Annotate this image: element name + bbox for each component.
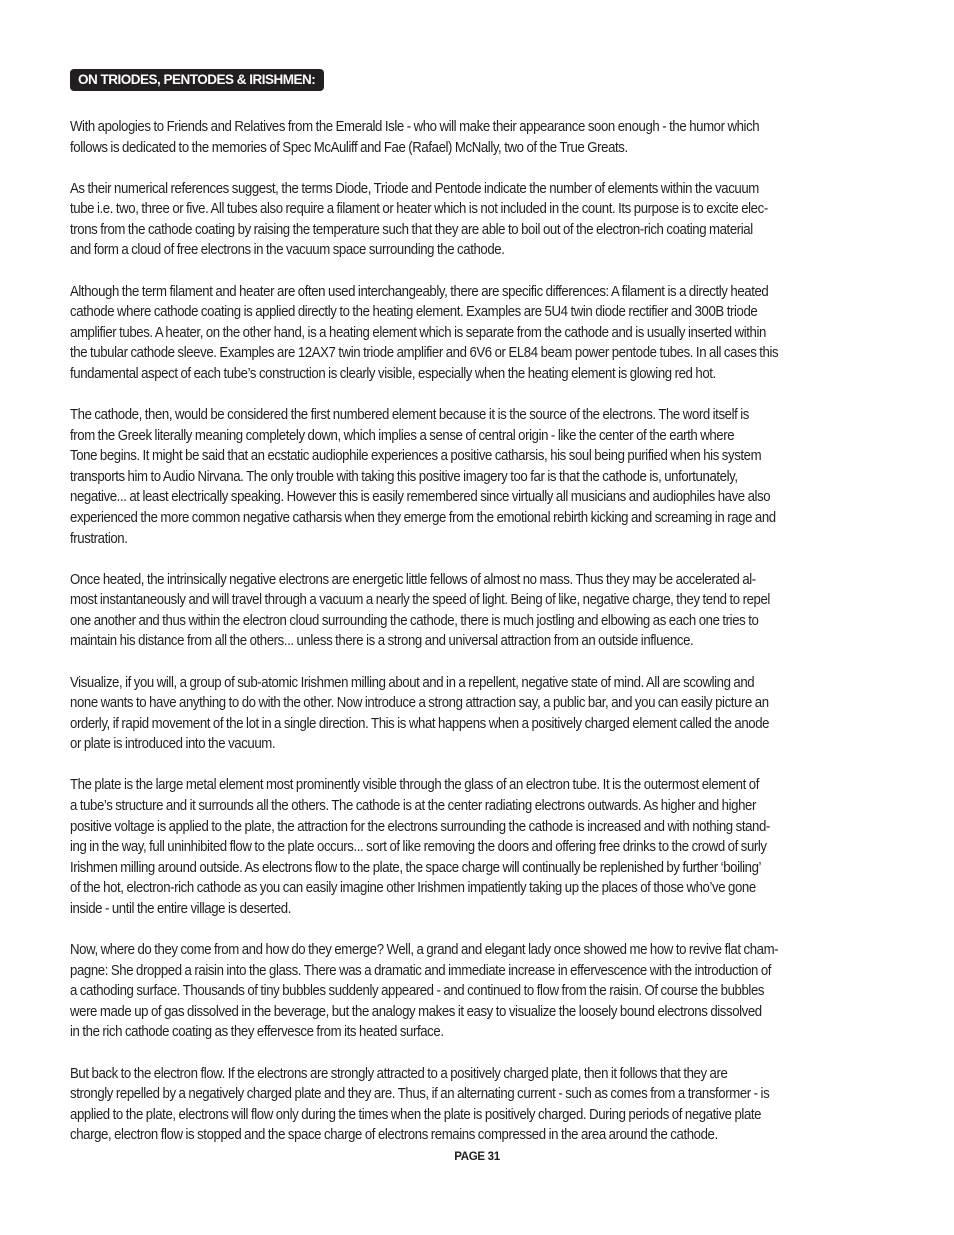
text-line: Tone begins. It might be said that an ecstatic audiophile experiences a positive catharsis, his soul being purified when his system <box>70 448 762 465</box>
section-heading: ON TRIODES, PENTODES & IRISHMEN: <box>70 69 324 91</box>
text-line: pagne: She dropped a raisin into the glass. There was a dramatic and immediate increase in effervescence with the introduction of <box>70 962 772 979</box>
text-line: trons from the cathode coating by raising the temperature such that they are able to boil out of the electron-rich coating material <box>70 221 753 238</box>
paragraph <box>70 117 888 158</box>
text-line: inside - until the entire village is deserted. <box>70 901 292 917</box>
text-line: and form a cloud of free electrons in the vacuum space surrounding the cathode. <box>70 242 505 259</box>
text-line: follows is dedicated to the memories of Spec McAuliff and Fae (Rafael) McNally, two of the True Greats. <box>70 139 628 156</box>
paragraph <box>70 179 888 261</box>
text-line: negative... at least electrically speaking. However this is easily remembered since virtually all musicians and audiophiles have also <box>70 489 771 506</box>
text-line: orderly, if rapid movement of the lot in a single direction. This is what happens when a positively charged element called the anode <box>70 715 770 732</box>
paragraph <box>70 1064 888 1146</box>
text-line: a cathoding surface. Thousands of tiny bubbles suddenly appeared - and continued to flow from the raisin. Of course the bubbles <box>70 983 765 1000</box>
text-line: strongly repelled by a negatively charged plate and they are. Thus, if an alternating current - such as comes from a transformer - is <box>70 1086 770 1103</box>
text-line: positive voltage is applied to the plate, the attraction for the electrons surrounding the cathode is increased and with nothing stand- <box>70 818 770 835</box>
text-line: Irishmen milling around outside. As electrons flow to the plate, the space charge will continually be replenished by further ‘boiling’ <box>70 859 762 876</box>
text-line: most instantaneously and will travel through a vacuum a nearly the speed of light. Being of like, negative charge, they tend to repel <box>70 592 770 609</box>
text-line: maintain his distance from all the others... unless there is a strong and universal attraction from an outside influence. <box>70 633 694 650</box>
text-line: frustration. <box>70 530 128 547</box>
text-line: cathode where cathode coating is applied directly to the heating element. Examples are 5U4 twin diode rectifier and 300B triode <box>70 304 758 321</box>
text-line: experienced the more common negative catharsis when they emerge from the emotional rebirth kicking and screaming in rage and <box>70 510 776 526</box>
text-line: in the rich cathode coating as they effervesce from its heated surface. <box>70 1024 444 1041</box>
paragraph <box>70 570 888 652</box>
text-line: With apologies to Friends and Relatives from the Emerald Isle - who will make their appearance soon enough - the humor which <box>70 119 760 135</box>
text-line: Once heated, the intrinsically negative electrons are energetic little fellows of almost no mass. Thus they may be accelerated al- <box>70 571 756 588</box>
paragraph <box>70 940 888 1043</box>
text-line: a tube’s structure and it surrounds all the others. The cathode is at the center radiating electrons outwards. As higher and higher <box>70 798 756 815</box>
paragraph <box>70 775 888 919</box>
text-line: of the hot, electron-rich cathode as you can easily imagine other Irishmen impatiently taking up the places of those who’ve gone <box>70 880 756 897</box>
text-line: Visualize, if you will, a group of sub-atomic Irishmen milling about and in a repellent, negative state of mind. All are scowling and <box>70 674 755 691</box>
text-line: were made up of gas dissolved in the beverage, but the analogy makes it easy to visualize the loosely bound electrons dissolved <box>70 1003 762 1020</box>
text-line: charge, electron flow is stopped and the space charge of electrons remains compressed in the area around the cathode. <box>70 1127 718 1144</box>
text-line: applied to the plate, electrons will flow only during the times when the plate is positively charged. During periods of negative plate <box>70 1106 762 1123</box>
text-line: none wants to have anything to do with the other. Now introduce a strong attraction say, a public bar, and you can easily picture an <box>70 695 769 712</box>
body-text <box>70 117 888 1166</box>
page-number: PAGE 31 <box>454 1151 500 1163</box>
text-line: The plate is the large metal element most prominently visible through the glass of an electron tube. It is the outermost element of <box>70 777 759 794</box>
text-line: But back to the electron flow. If the electrons are strongly attracted to a positively charged plate, then it follows that they are <box>70 1065 728 1082</box>
text-line: fundamental aspect of each tube’s construction is clearly visible, especially when the heating element is glowing red hot. <box>70 365 716 382</box>
paragraph <box>70 282 888 385</box>
text-line: from the Greek literally meaning completely down, which implies a sense of central origin - like the center of the earth where <box>70 427 735 444</box>
text-line: transports him to Audio Nirvana. The only trouble with taking this positive imagery too far is that the cathode is, unfortunately, <box>70 468 738 485</box>
paragraph <box>70 673 888 755</box>
text-line: one another and thus within the electron cloud surrounding the cathode, there is much jostling and elbowing as each one tries to <box>70 612 759 629</box>
text-line: ing in the way, full uninhibited flow to the plate occurs... sort of like removing the doors and offering free drinks to the crowd of surly <box>70 839 767 856</box>
paragraph <box>70 405 888 549</box>
text-line: The cathode, then, would be considered the first numbered element because it is the source of the electrons. The word itself is <box>70 407 750 424</box>
text-line: tube i.e. two, three or five. All tubes also require a filament or heater which is not included in the count. Its purpose is to excite elec- <box>70 201 768 218</box>
text-line: amplifier tubes. A heater, on the other hand, is a heating element which is separate from the cathode and is usually inserted within <box>70 324 766 341</box>
text-line: Although the term filament and heater are often used interchangeably, there are specific differences: A filament is a directly heated <box>70 283 769 300</box>
text-line: or plate is introduced into the vacuum. <box>70 736 276 753</box>
text-line: Now, where do they come from and how do they emerge? Well, a grand and elegant lady once showed me how to revive flat cham- <box>70 942 779 959</box>
text-line: the tubular cathode sleeve. Examples are 12AX7 twin triode amplifier and 6V6 or EL84 beam power pentode tubes. In all cases this <box>70 345 779 362</box>
text-line: As their numerical references suggest, the terms Diode, Triode and Pentode indicate the number of elements within the vacuum <box>70 180 759 197</box>
